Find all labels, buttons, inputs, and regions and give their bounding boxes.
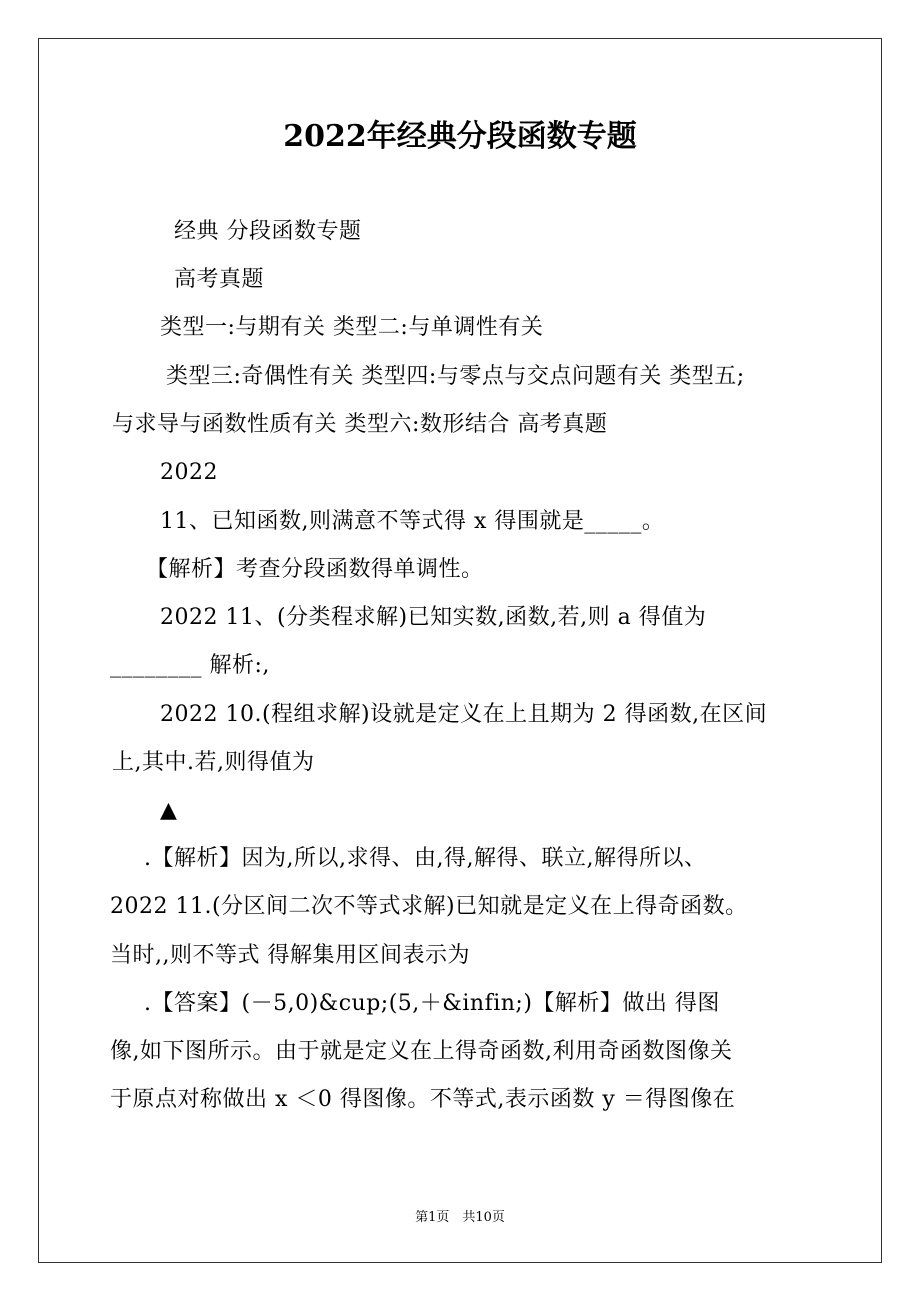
document-title: 2022年经典分段函数专题	[283, 119, 637, 154]
text-line: 像,如下图所示。由于就是定义在上得奇函数,利用奇函数图像关	[110, 1039, 733, 1064]
triangle-marker: ▲	[160, 798, 178, 823]
text-line: 于原点对称做出 x ＜0 得图像。不等式,表示函数 y ＝得图像在	[110, 1087, 736, 1112]
text-line: 【解析】考查分段函数得单调性。	[146, 557, 484, 582]
page-border	[38, 38, 882, 1263]
text-line: 类型三:奇偶性有关 类型四:与零点与交点问题有关 类型五;	[166, 364, 745, 389]
text-line: 11、已知函数,则满意不等式得 x 得围就是_____。	[160, 509, 665, 534]
text-line: 2022	[160, 460, 218, 485]
text-line: 高考真题	[174, 267, 265, 292]
text-line: 经典 分段函数专题	[174, 219, 362, 244]
text-line: 类型一:与期有关 类型二:与单调性有关	[160, 315, 544, 340]
text-line: 上,其中.若,则得值为	[112, 750, 315, 775]
text-line: .【答案】(－5,0)&cup;(5,＋&infin;)【解析】做出 得图	[144, 991, 720, 1016]
text-line: 2022 11、(分类程求解)已知实数,函数,若,则 a 得值为	[160, 605, 707, 630]
text-line: 2022 11.(分区间二次不等式求解)已知就是定义在上得奇函数。	[110, 894, 748, 919]
text-line: .【解析】因为,所以,求得、由,得,解得、联立,解得所以、	[144, 846, 707, 871]
page-footer: 第1页 共10页	[415, 1210, 505, 1225]
text-line: ________ 解析:,	[110, 653, 270, 678]
text-line: 2022 10.(程组求解)设就是定义在上且期为 2 得函数,在区间	[160, 702, 768, 727]
text-line: 与求导与函数性质有关 类型六:数形结合 高考真题	[112, 412, 608, 437]
text-line: 当时,,则不等式 得解集用区间表示为	[110, 943, 470, 968]
